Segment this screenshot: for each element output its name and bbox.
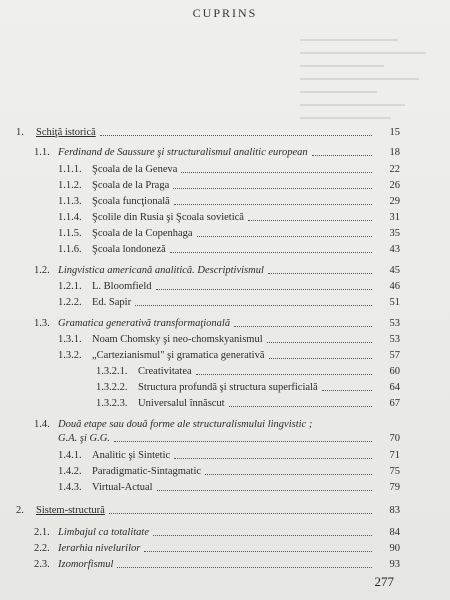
entry-page: 90 xyxy=(389,543,400,554)
leader-dots xyxy=(174,458,372,459)
entry-number: 2.2. xyxy=(34,543,50,554)
toc-entry xyxy=(58,332,400,346)
toc-entry xyxy=(96,396,400,410)
toc-entry xyxy=(34,316,400,330)
toc-entry-continuation xyxy=(58,431,400,445)
page-title: CUPRINS xyxy=(192,6,258,20)
toc-entry xyxy=(34,417,400,431)
leader-dots xyxy=(181,172,372,173)
entry-page: 84 xyxy=(389,527,400,538)
entry-number: 1.3. xyxy=(34,318,50,329)
leader-dots xyxy=(312,155,372,156)
entry-page: 79 xyxy=(389,482,400,493)
toc-entry xyxy=(58,162,400,176)
leader-dots xyxy=(100,135,372,136)
leader-dots xyxy=(170,252,372,253)
entry-number: 1.4.3. xyxy=(58,482,82,493)
entry-label: Două etape sau două forme ale structuralismului lingvistic ; xyxy=(58,419,313,430)
toc-entry xyxy=(58,464,400,478)
leader-dots xyxy=(109,513,372,514)
leader-dots xyxy=(269,358,372,359)
toc-entry xyxy=(34,263,400,277)
leader-dots xyxy=(114,441,372,442)
entry-page: 67 xyxy=(389,398,400,409)
entry-page: 22 xyxy=(389,164,400,175)
entry-number: 1.4. xyxy=(34,419,50,430)
entry-label: Şcoala londoneză xyxy=(92,244,166,255)
entry-page: 60 xyxy=(389,366,400,377)
entry-page: 31 xyxy=(389,212,400,223)
entry-page: 71 xyxy=(389,450,400,461)
entry-label: Analitic şi Sintetic xyxy=(92,450,171,461)
leader-dots xyxy=(322,390,372,391)
entry-page: 26 xyxy=(389,180,400,191)
entry-page: 83 xyxy=(389,505,400,516)
toc-entry xyxy=(58,348,400,362)
toc-entry xyxy=(58,210,400,224)
leader-dots xyxy=(267,342,372,343)
entry-page: 46 xyxy=(389,281,400,292)
toc-entry xyxy=(58,226,400,240)
entry-label: Şcoala de la Copenhaga xyxy=(92,228,193,239)
leader-dots xyxy=(173,188,372,189)
entry-label: Virtual-Actual xyxy=(92,482,153,493)
entry-label: Gramatica generativă transformaţională xyxy=(58,318,231,329)
entry-number: 1.3.2.2. xyxy=(96,382,128,393)
leader-dots xyxy=(135,305,372,306)
entry-number: 1. xyxy=(16,127,24,138)
entry-number: 1.3.2. xyxy=(58,350,82,361)
page-number: 277 xyxy=(374,574,394,589)
entry-page: 75 xyxy=(389,466,400,477)
entry-number: 1.3.1. xyxy=(58,334,82,345)
entry-number: 1.1.4. xyxy=(58,212,82,223)
toc-entry xyxy=(16,125,400,139)
toc-entry xyxy=(58,194,400,208)
entry-page: 64 xyxy=(389,382,400,393)
entry-page: 43 xyxy=(389,244,400,255)
entry-label: Creativitatea xyxy=(138,366,192,377)
entry-page: 45 xyxy=(389,265,400,276)
entry-label: Şcoala de la Praga xyxy=(92,180,170,191)
toc-entry xyxy=(34,541,400,555)
entry-number: 1.2. xyxy=(34,265,50,276)
leader-dots xyxy=(248,220,372,221)
entry-label: Schiţă istorică xyxy=(36,127,96,138)
toc-entry xyxy=(34,525,400,539)
entry-number: 1.1.6. xyxy=(58,244,82,255)
entry-label: Ierarhia nivelurilor xyxy=(58,543,141,554)
leader-dots xyxy=(196,374,372,375)
entry-label: Universalul înnăscut xyxy=(138,398,225,409)
entry-number: 1.4.2. xyxy=(58,466,82,477)
toc-entry xyxy=(34,145,400,159)
leader-dots xyxy=(174,204,372,205)
leader-dots xyxy=(268,273,372,274)
entry-label: Noam Chomsky şi neo-chomskyanismul xyxy=(92,334,263,345)
toc-entry xyxy=(58,279,400,293)
entry-label: Limbajul ca totalitate xyxy=(58,527,149,538)
toc-entry xyxy=(58,178,400,192)
leader-dots xyxy=(234,326,372,327)
leader-dots xyxy=(197,236,372,237)
entry-number: 2. xyxy=(16,505,24,516)
leader-dots xyxy=(229,406,372,407)
entry-number: 1.1.3. xyxy=(58,196,82,207)
leader-dots xyxy=(205,474,372,475)
entry-number: 1.1. xyxy=(34,147,50,158)
entry-label: Structura profundă şi structura superficială xyxy=(138,382,318,393)
entry-label: Şcoala funcţională xyxy=(92,196,170,207)
entry-page: 35 xyxy=(389,228,400,239)
leader-dots xyxy=(144,551,372,552)
entry-label: Izomorfismul xyxy=(58,559,114,570)
entry-number: 2.1. xyxy=(34,527,50,538)
entry-page: 53 xyxy=(389,318,400,329)
entry-label: Lingvistica americană analitică. Descriptivismul xyxy=(58,265,264,276)
entry-number: 1.1.1. xyxy=(58,164,82,175)
toc-entry xyxy=(16,503,400,517)
entry-number: 1.3.2.1. xyxy=(96,366,128,377)
toc-entry xyxy=(58,242,400,256)
entry-label: Sistem-structură xyxy=(36,505,105,516)
leader-dots xyxy=(117,567,372,568)
entry-label: „Cartezianismul" şi gramatica generativă xyxy=(92,350,265,361)
entry-number: 1.4.1. xyxy=(58,450,82,461)
entry-label: Şcolile din Rusia şi Şcoala sovietică xyxy=(92,212,244,223)
entry-number: 2.3. xyxy=(34,559,50,570)
entry-number: 1.3.2.3. xyxy=(96,398,128,409)
entry-page: 51 xyxy=(389,297,400,308)
toc-entry xyxy=(34,557,400,571)
toc-entry xyxy=(96,380,400,394)
entry-label: Paradigmatic-Sintagmatic xyxy=(92,466,202,477)
entry-label: Ferdinand de Saussure şi structuralismul analitic european xyxy=(58,147,308,158)
toc-entry xyxy=(58,480,400,494)
entry-number: 1.2.2. xyxy=(58,297,82,308)
entry-page: 18 xyxy=(389,147,400,158)
leader-dots xyxy=(153,535,372,536)
entry-label: G.A. şi G.G. xyxy=(58,433,110,444)
entry-page: 53 xyxy=(389,334,400,345)
toc-entry xyxy=(58,295,400,309)
leader-dots xyxy=(157,490,372,491)
toc-entry xyxy=(96,364,400,378)
entry-label: Şcoala de la Geneva xyxy=(92,164,178,175)
entry-number: 1.1.5. xyxy=(58,228,82,239)
entry-number: 1.1.2. xyxy=(58,180,82,191)
entry-number: 1.2.1. xyxy=(58,281,82,292)
entry-page: 15 xyxy=(389,127,400,138)
entry-label: L. Bloomfield xyxy=(92,281,152,292)
entry-label: Ed. Sapir xyxy=(92,297,132,308)
toc-entry xyxy=(58,448,400,462)
entry-page: 57 xyxy=(389,350,400,361)
entry-page: 70 xyxy=(389,433,400,444)
entry-page: 29 xyxy=(389,196,400,207)
entry-page: 93 xyxy=(389,559,400,570)
leader-dots xyxy=(156,289,373,290)
